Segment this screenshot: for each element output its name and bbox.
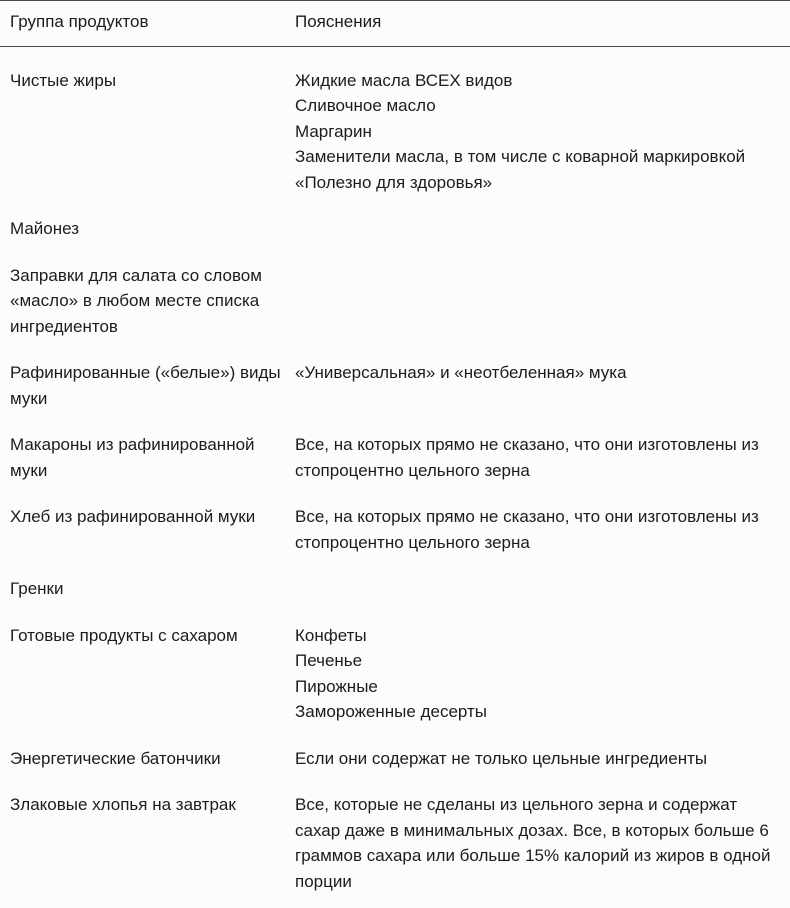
explanation-item: Жидкие масла ВСЕХ видов — [295, 70, 513, 90]
explanation-cell — [295, 576, 780, 602]
table-row — [10, 360, 780, 411]
explanation-item: Все, которые не сделаны из цельного зерна и содержат сахар даже в минимальных дозах. Все, в которых больше 6 граммов сахара или больше 15% калорий из жиров в одной порции — [295, 795, 771, 891]
group-cell: Заправки для салата со словом «масло» в любом месте списка ингредиентов — [10, 265, 262, 336]
explanation-cell — [295, 263, 780, 340]
explanation-item: Все, на которых прямо не сказано, что они изготовлены из стопроцентно цельного зерна — [295, 435, 759, 480]
explanation-item: Маргарин — [295, 121, 372, 141]
table-header — [0, 1, 790, 47]
explanation-item: «Универсальная» и «неотбеленная» мука — [295, 363, 627, 382]
explanation-item: Конфеты — [295, 625, 367, 645]
explanation-cell — [295, 68, 780, 196]
table-row — [10, 263, 780, 340]
explanation-cell — [295, 746, 780, 772]
table-row — [10, 68, 780, 196]
explanation-item: Если они содержат не только цельные ингредиенты — [295, 748, 708, 768]
explanation-cell — [295, 792, 780, 894]
explanation-cell — [295, 504, 780, 555]
explanation-cell — [295, 360, 780, 411]
explanation-item: Сливочное масло — [295, 96, 436, 115]
group-cell: Рафинированные («белые») виды муки — [10, 363, 281, 408]
explanation-item: Печенье — [295, 651, 363, 670]
explanation-cell — [295, 216, 780, 242]
table-row — [10, 623, 780, 725]
table-row — [10, 504, 780, 555]
column-header-explanations: Пояснения — [295, 12, 382, 31]
table-row — [10, 432, 780, 483]
column-header-group: Группа продуктов — [10, 12, 149, 31]
group-cell: Макароны из рафинированной муки — [10, 435, 255, 480]
group-cell: Чистые жиры — [10, 70, 117, 90]
table-row — [10, 216, 780, 242]
explanation-item: Пирожные — [295, 676, 378, 696]
group-cell: Хлеб из рафинированной муки — [10, 507, 256, 526]
group-cell: Гренки — [10, 579, 64, 598]
explanation-cell — [295, 432, 780, 483]
table-row — [10, 576, 780, 602]
explanation-item: Все, на которых прямо не сказано, что они изготовлены из стопроцентно цельного зерна — [295, 507, 759, 552]
table-row — [10, 746, 780, 772]
table-row — [10, 792, 780, 894]
group-cell: Майонез — [10, 219, 80, 238]
explanation-cell — [295, 623, 780, 725]
group-cell: Энергетические батончики — [10, 748, 221, 768]
explanation-item: Заменители масла, в том числе с коварной маркировкой «Полезно для здоровья» — [295, 147, 746, 192]
group-cell: Готовые продукты с сахаром — [10, 625, 238, 645]
group-cell: Злаковые хлопья на завтрак — [10, 795, 236, 814]
explanation-item: Замороженные десерты — [295, 702, 487, 721]
